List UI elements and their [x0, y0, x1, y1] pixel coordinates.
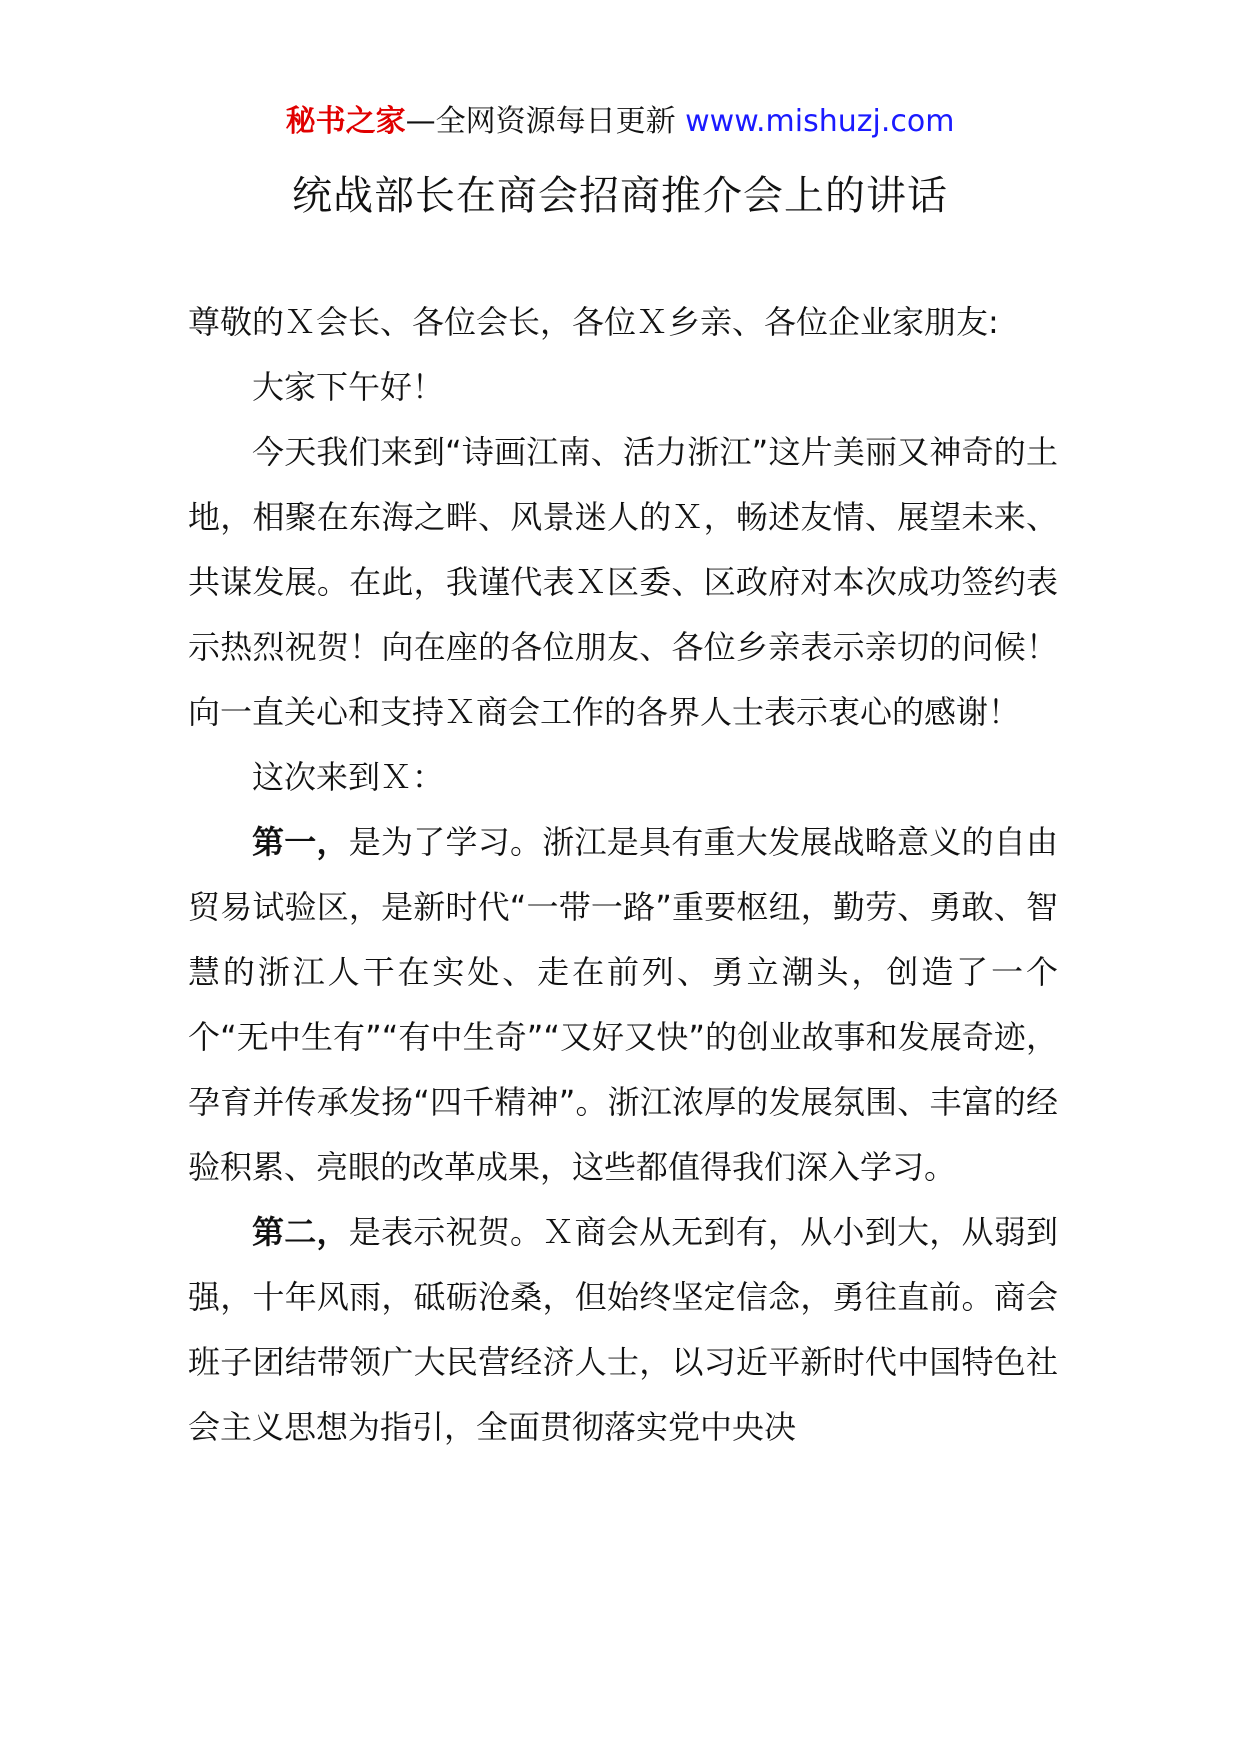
document-body [188, 290, 1058, 1460]
salutation: 尊敬的Ｘ会长、各位会长，各位Ｘ乡亲、各位企业家朋友: [188, 303, 999, 341]
point-two-lead: 第二， [252, 1213, 349, 1251]
intro-paragraph: 今天我们来到“诗画江南、活力浙江”这片美丽又神奇的土地，相聚在东海之畔、风景迷人的Ｘ，畅述友情、展望未来、共谋发展。在此，我谨代表Ｘ区委、区政府对本次成功签约表示热烈祝贺！向在座的各位朋友、各位乡亲表示亲切的问候！向一直关心和支持Ｘ商会工作的各界人士表示衷心的感谢！ [188, 433, 1058, 731]
point-one-lead: 第一， [252, 823, 349, 861]
point-one-text: 是为了学习。浙江是具有重大发展战略意义的自由贸易试验区，是新时代“一带一路”重要枢纽，勤劳、勇敢、智慧的浙江人干在实处、走在前列、勇立潮头，创造了一个个“无中生有”“有中生奇”“又好又快”的创业故事和发展奇迹，孕育并传承发扬“四千精神”。浙江浓厚的发展氛围、丰富的经验积累、亮眼的改革成果，这些都值得我们深入学习。 [188, 823, 1058, 1186]
site-url[interactable]: www.mishuzj.com [685, 104, 955, 139]
site-header [0, 100, 1240, 144]
point-one-paragraph [188, 810, 1058, 1200]
site-tagline: —全网资源每日更新 [405, 104, 686, 139]
purpose-paragraph: 这次来到Ｘ： [252, 758, 445, 796]
point-two-text: 是表示祝贺。Ｘ商会从无到有，从小到大，从弱到强，十年风雨，砥砺沧桑，但始终坚定信念，勇往直前。商会班子团结带领广大民营经济人士，以习近平新时代中国特色社会主义思想为指引，全面贯彻落实党中央决 [188, 1213, 1058, 1446]
document-title: 统战部长在商会招商推介会上的讲话 [292, 173, 948, 219]
greeting: 大家下午好！ [252, 368, 445, 406]
point-two-paragraph [188, 1200, 1058, 1460]
site-brand: 秘书之家 [285, 104, 406, 139]
